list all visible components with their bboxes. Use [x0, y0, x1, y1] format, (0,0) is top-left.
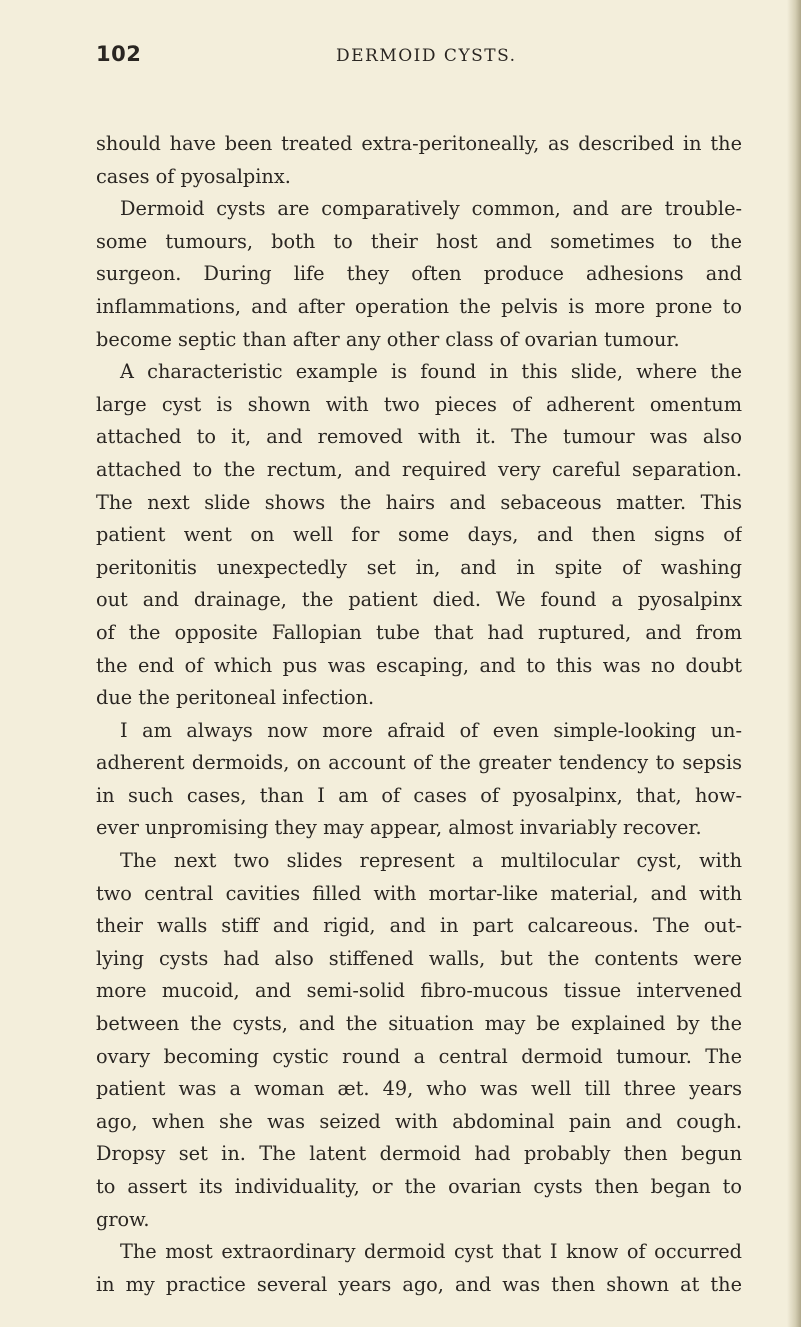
text-line: in my practice several years ago, and was then shown at the	[96, 1272, 742, 1296]
text-line: patient went on well for some days, and then signs of	[96, 523, 742, 547]
text-line: The next slide shows the hairs and sebaceous matter. This	[96, 490, 742, 514]
text-line: lying cysts had also stiffened walls, but the contents were	[96, 946, 742, 970]
text-line: between the cysts, and the situation may be explained by the	[96, 1012, 742, 1036]
page-edge-shadow	[787, 0, 801, 1327]
body-text	[96, 128, 742, 1301]
text-line: ago, when she was seized with abdominal pain and cough.	[96, 1109, 742, 1133]
text-line: Dermoid cysts are comparatively common, and are trouble-	[120, 197, 742, 221]
text-line: the end of which pus was escaping, and to this was no doubt	[96, 653, 742, 677]
text-line: I am always now more afraid of even simple-looking un-	[120, 718, 742, 742]
text-line: surgeon. During life they often produce adhesions and	[96, 262, 742, 286]
page-header	[96, 42, 736, 74]
text-line: grow.	[96, 1207, 150, 1231]
text-line: some tumours, both to their host and sometimes to the	[96, 229, 742, 253]
text-line: in such cases, than I am of cases of pyosalpinx, that, how-	[96, 783, 742, 807]
text-line: The most extraordinary dermoid cyst that I know of occurred	[120, 1240, 742, 1264]
text-line: large cyst is shown with two pieces of adherent omentum	[96, 392, 742, 416]
running-head: DERMOID CYSTS.	[336, 46, 517, 66]
text-line: peritonitis unexpectedly set in, and in spite of washing	[96, 555, 742, 579]
text-line: due the peritoneal infection.	[96, 686, 375, 710]
text-line: ever unpromising they may appear, almost invariably recover.	[96, 816, 702, 840]
text-line: inflammations, and after operation the pelvis is more prone to	[96, 294, 742, 318]
text-line: their walls stiff and rigid, and in part calcareous. The out-	[96, 914, 742, 938]
page-number: 102	[96, 42, 142, 66]
text-line: patient was a woman æt. 49, who was well till three years	[96, 1077, 742, 1101]
text-line: attached to the rectum, and required very careful separation.	[96, 457, 742, 481]
text-line: to assert its individuality, or the ovarian cysts then began to	[96, 1175, 742, 1198]
text-line: should have been treated extra-peritoneally, as described in the	[96, 132, 742, 155]
text-line: cases of pyosalpinx.	[96, 164, 291, 188]
text-line: more mucoid, and semi-solid fibro-mucous tissue intervened	[96, 979, 742, 1003]
text-line: A characteristic example is found in this slide, where the	[120, 360, 742, 384]
text-line: attached to it, and removed with it. The tumour was also	[96, 425, 742, 449]
text-line: The next two slides represent a multilocular cyst, with	[120, 849, 742, 873]
text-line: of the opposite Fallopian tube that had ruptured, and from	[96, 620, 742, 644]
text-line: become septic than after any other class of ovarian tumour.	[96, 327, 680, 351]
text-line: two central cavities filled with mortar-like material, and with	[96, 881, 742, 905]
text-line: Dropsy set in. The latent dermoid had probably then begun	[96, 1142, 742, 1166]
text-line: out and drainage, the patient died. We found a pyosalpinx	[96, 588, 742, 612]
text-line: ovary becoming cystic round a central dermoid tumour. The	[96, 1044, 742, 1068]
text-line: adherent dermoids, on account of the greater tendency to sepsis	[96, 751, 742, 775]
